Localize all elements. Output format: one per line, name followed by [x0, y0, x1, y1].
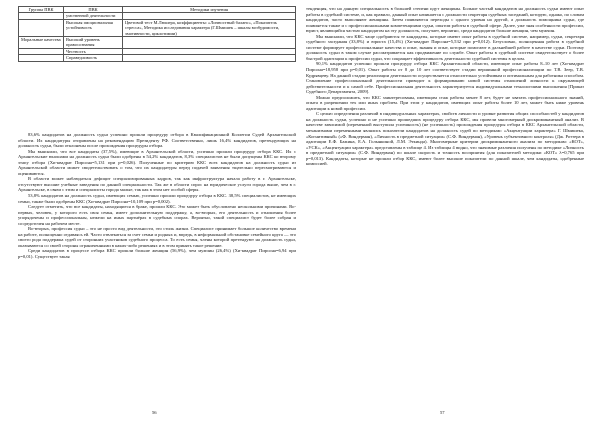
- table-row: [19, 55, 296, 61]
- cell-pvk: умственной деятельности: [64, 13, 123, 19]
- cell-pvk: Честность: [64, 48, 123, 54]
- paragraph: В области может наблюдаться дефицит специализированных кадров, так как инфраструктура начала работу в г. Архангельске, отсутствуют высшие учебные заведения по данной специальности. Так же в области спрос на юридическое услуги города выше, чем в г. Архангельске, в связи с этим и специалисты города малые, так как в этом нет особой сферы.: [18, 176, 296, 193]
- methods-table: [18, 6, 296, 62]
- right-page: [306, 0, 584, 424]
- cell-pvk: Высокий уровень правосознания: [64, 37, 123, 49]
- cell-group: [19, 55, 64, 61]
- left-page: [18, 0, 296, 424]
- cell-pvk: Справедливость: [64, 55, 123, 61]
- paragraph: С целью определения различий в индивидуальных характерах, свойств личности и уровне развития общих способностей у кандидатов на должность судьи, успешно и не успешно прошедших процедуру отбора ККС, мы провели многомерный дискриминантный анализ. В качестве зависимой (переменной выступила успешность) (не успешность) прохождения процедуры отбора в ККС Архангельской области, механизмами переменными являлись показатели кандидатов на должность судей по методикам: «Акцентуации характера» Г. Шмишека, «Когнитивный» («Ф. Виндерман), «Личность в предметной ситуации» (С.Ф. Виндерман), «Уровень субъективного контроля» (Дж. Роттера в адаптации Е.Ф. Бажина, Е.А. Голынкиной, Л.М. Эткинда). Многомерные критерии дискриминантного анализа по методикам: «КОТ», «УСК», «Акцентуации характера» представлены в таблице 4. Из таблицы 4 видно, что значимые различия получены по методике «Личность в предметной ситуации» (С.Ф. Виндерман) по шкале скорость и точность восприятия (для показателей методики «КОТ» λ=0,765 при p=0,013). Кандидаты, которые не прошли отбор ККС, имеют более высокие показатели по данной шкале, чем кандидаты, одобренные комиссией.: [306, 111, 584, 167]
- cell-methods: [123, 55, 296, 61]
- cell-group: [19, 19, 64, 36]
- header-groups: Группы ПВК: [19, 7, 64, 13]
- paragraph: Во-вторых, профессия судьи – это не просто вид деятельности, это стиль жизни. Специалист принимает большое количество времени на работе, полноценно отдаваясь ей. Часто отвлекаться за счет семьи и родных и, впредь, в неформальной обстановке семейного круга — это своего рода поддержка судей от сторонних участников судебного процесса. То есть семья, члены которой претендуют на должность судьи, оказываются со своей стороны ограниченными в каких-либо решениях и в этом принять такое решение.: [18, 226, 296, 248]
- paragraph: 83,6% кандидатов на должность судьи успешно прошли процедуру отбора в Квалификационной Коллегии Судей Архангельской области. Их кандидатуры отправлены на рекомендацию Президенту РФ. Соответственно, лишь 16,4% кандидатов, претендующих на должность судьи, были отклонены после прохождения процедуры отбора.: [18, 132, 296, 149]
- table-row: [19, 37, 296, 49]
- header-methods: Методики изучения: [123, 7, 296, 13]
- right-body-text: [306, 6, 584, 167]
- cell-methods: [123, 37, 296, 49]
- cell-methods: Цветовой тест М.Люшера, коэффициенты: «Личностный баланс», «Показатель стресса», Методика исследования характера (Г.Шмишек – шкалы возбудимости, эмотивности, циклотимии): [123, 19, 296, 36]
- paragraph: Можно предположить, что ККС заинтересованы, имеющим стаж работы менее 8 лет, будет не хватать профессионального знаний, опыта в разрешении тех или иных проблем. При этом у кандидатов, имеющих опыт работы более 10 лет, может быть ниже уровень адаптации к новой профессии.: [306, 94, 584, 111]
- paragraph: Мы выяснили, что все кандидаты (37,5%), имеющие в Архангельской области, успешно прошли процедуру отбора ККС. Их с Архангельские юношами на должность судьи были одобрены в 54,2% кандидатов, 8,3% специалистов не были допущены ККС ко второму этапу отбора (Хи-квадрат Пирсона=5,131 при p=0,026). Полученные по критерию ККС всех кандидатов на должность судьи из Архангельской области может свидетельствовать о том, что их кандидатуры перед подачей заявления тщательно пересматриваются и оцениваются.: [18, 148, 296, 176]
- header-pvk: ПВК: [64, 7, 123, 13]
- paragraph: 90,1% кандидатов успешно прошли процедуру отбора ККС Архангельской области, имеющие опыт работы 8–10 лет (Хи-квадрат Пирсона=18,958 при p=0,01). Опыт работы от 8 до 10 лет соответствует стадии вершинной профессионализации по Т.В. Зеер, Т.В. Кудрявцеву. На данной стадии реализации деятельности осуществляется относительно устойчивым и оптимальным для работника способом. Становление профессиональной деятельности приводит к формированию новой системы отношений личности к окружающей действительности и к самой себе. Профессиональная деятельность характеризуется индивидуальными технологиями выполнения [Приказ Судебного Департамента, 2009].: [306, 61, 584, 95]
- paragraph: Мы выяснили, что ККС чаще одобряются те кандидаты, которые имеют опыт работы в судебной системе, например, судьи, секретаря судебного заседания (33,8%) и юриста (15,4%) (Хи-квадрат Пирсона=5,532 при p=0,012). Безусловно, полноценная работа в судебной системе формирует профессиональные качества и опыт, знания и опыт, которые помогают в дальнейшей работе в качестве судьи. Поэтому должность судьи в таком случае рассматривается как продвижение по службе. Опыт работы в судебной системе свидетельствует о более быстрой адаптации к профессии судьи, что сокращает эффективность деятельности судебной системы в целом.: [306, 33, 584, 61]
- left-body-text: [18, 132, 296, 260]
- paragraph: тенденция, что на данную специальность в большей степени идут женщины. Больше частый кандидатов на должность судьи имеют опыт работы в судебной системе, и, как правило, данный опыт начинается с должности секретаря судебных заседаний, которую, однако, по словам кандидатов, часто выполняют женщины. Затем появляются переходы с одного уровня на другой, а должность помощника судьи, где появляется также и с профессиональными компетенциями судьи, опытом работы в судебной сфере. Далее, уже зная особенности профессии, юрист, являющийся частью кандидатом на эту должность, получает, вероятно, среди кандидатов больше женщин, чем мужчин.: [306, 6, 584, 34]
- paragraph: Следует отметить, что все кандидаты, находящиеся в браке, прошли ККС. Это может быть обусловлено несколькими причинами. Во-первых, человек, у которого есть своя семья, имеет дополнительную поддержку, а, во-вторых, его деятельность и отношения более упорядочены и профессиональны, нежели на иных партнёрах в судебных спорах. Вероятно, такой специалист будет более собран и сосредоточен на рабочем месте.: [18, 204, 296, 226]
- paragraph: Среди кандидатов в процессе отбора ККС прошли больше женщин (56,9%), чем мужчин (26,4%) (Хи-квадрат Пирсона=6,94 при p=0,01). Существует такая: [18, 248, 296, 260]
- table-row: [19, 19, 296, 36]
- page-number-right: 57: [440, 410, 445, 415]
- cell-group: Моральные качества: [19, 37, 64, 49]
- page-number-left: 56: [152, 410, 157, 415]
- paragraph: 53,8% кандидатов на должность судьи, имеющих семью, успешно прошли процедуру отбора в ККС. 38,5% специалистов, не имеющих семьи, также были одобрены ККС (Хи-квадрат Пирсона=10,109 при p=0,002).: [18, 193, 296, 204]
- cell-pvk: Высокая эмоциональная устойчивость: [64, 19, 123, 36]
